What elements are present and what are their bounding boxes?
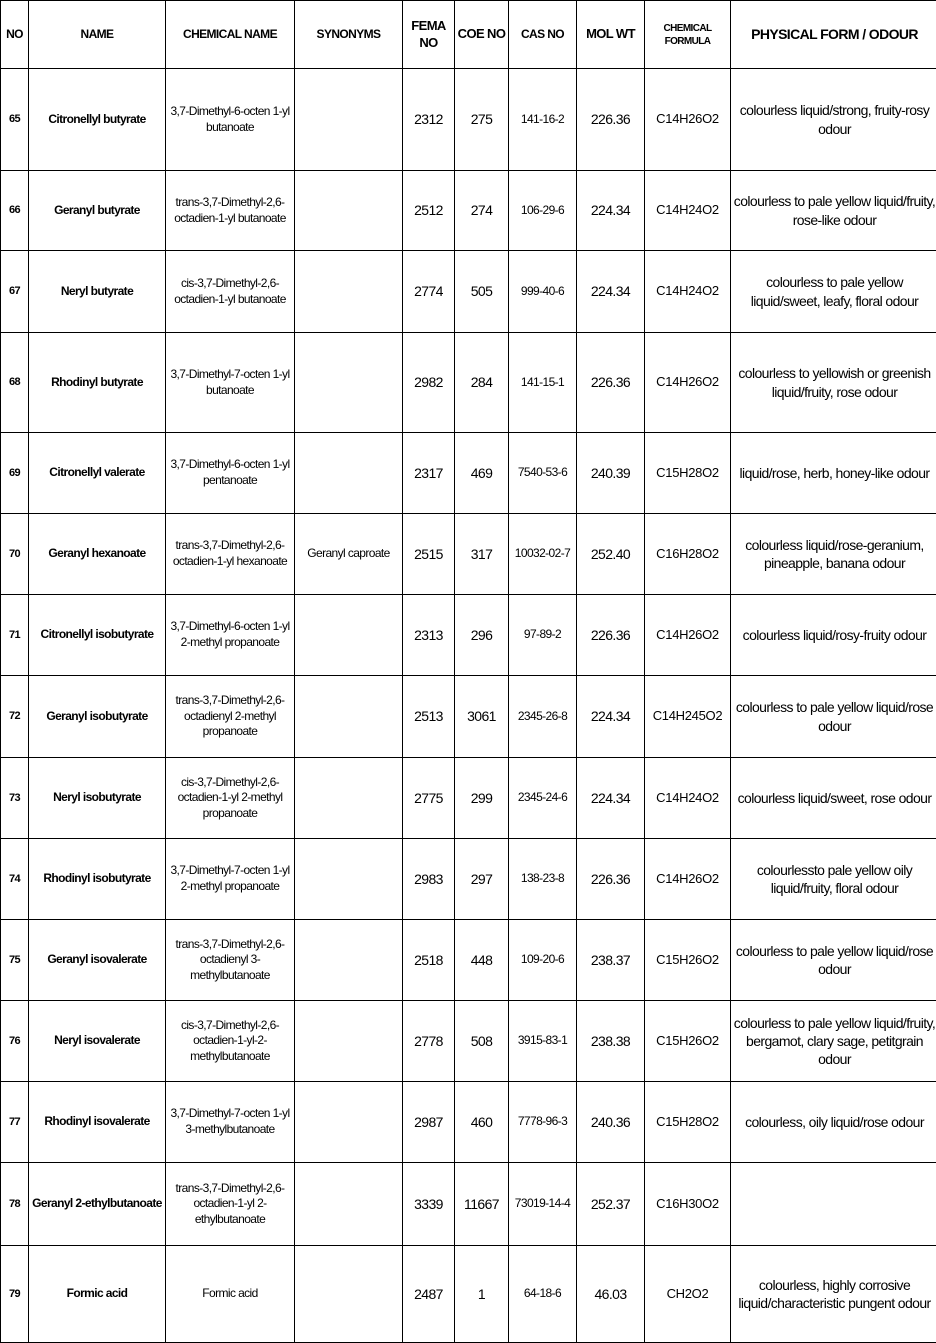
cell-no: 65 — [1, 69, 29, 171]
cell-no: 67 — [1, 251, 29, 333]
header-cas: CAS NO — [509, 1, 577, 69]
cell-odour: liquid/rose, herb, honey-like odour — [731, 433, 936, 514]
cell-name: Neryl isobutyrate — [29, 758, 166, 839]
table-row — [1, 839, 936, 920]
table-row — [1, 333, 936, 433]
cell-name: Geranyl isovalerate — [29, 920, 166, 1001]
cell-no: 79 — [1, 1246, 29, 1343]
cell-mol-wt: 46.03 — [577, 1246, 645, 1343]
cell-cas: 2345-26-8 — [509, 676, 577, 758]
cell-formula: C15H26O2 — [645, 1001, 731, 1082]
table-row — [1, 251, 936, 333]
header-chemical-name: CHEMICAL NAME — [166, 1, 295, 69]
cell-no: 75 — [1, 920, 29, 1001]
cell-synonyms — [295, 1246, 403, 1343]
cell-coe: 448 — [455, 920, 509, 1001]
cell-chemical-name: cis-3,7-Dimethyl-2,6-octadien-1-yl 2-methyl propanoate — [166, 758, 295, 839]
header-odour: PHYSICAL FORM / ODOUR — [731, 1, 936, 69]
table-row — [1, 758, 936, 839]
cell-no: 71 — [1, 595, 29, 676]
cell-formula: C14H26O2 — [645, 333, 731, 433]
cell-mol-wt: 224.34 — [577, 758, 645, 839]
cell-chemical-name: 3,7-Dimethyl-7-octen 1-yl 2-methyl propanoate — [166, 839, 295, 920]
cell-fema: 2515 — [403, 514, 455, 595]
table-row — [1, 69, 936, 171]
cell-formula: C14H24O2 — [645, 251, 731, 333]
cell-coe: 299 — [455, 758, 509, 839]
cell-chemical-name: Formic acid — [166, 1246, 295, 1343]
header-mol-wt: MOL WT — [577, 1, 645, 69]
cell-cas: 7540-53-6 — [509, 433, 577, 514]
cell-name: Neryl isovalerate — [29, 1001, 166, 1082]
table-row — [1, 920, 936, 1001]
cell-formula: C16H28O2 — [645, 514, 731, 595]
cell-coe: 284 — [455, 333, 509, 433]
cell-synonyms — [295, 251, 403, 333]
cell-odour: colourless to yellowish or greenish liquid/fruity, rose odour — [731, 333, 936, 433]
cell-cas: 999-40-6 — [509, 251, 577, 333]
table-row — [1, 1082, 936, 1163]
cell-name: Geranyl isobutyrate — [29, 676, 166, 758]
cell-name: Geranyl butyrate — [29, 171, 166, 251]
cell-mol-wt: 226.36 — [577, 69, 645, 171]
cell-synonyms — [295, 333, 403, 433]
cell-synonyms — [295, 1163, 403, 1246]
cell-coe: 11667 — [455, 1163, 509, 1246]
cell-formula: C14H24O2 — [645, 171, 731, 251]
cell-cas: 7778-96-3 — [509, 1082, 577, 1163]
cell-cas: 3915-83-1 — [509, 1001, 577, 1082]
table-row — [1, 595, 936, 676]
cell-synonyms — [295, 433, 403, 514]
cell-mol-wt: 238.37 — [577, 920, 645, 1001]
cell-name: Citronellyl valerate — [29, 433, 166, 514]
cell-cas: 141-16-2 — [509, 69, 577, 171]
cell-coe: 469 — [455, 433, 509, 514]
cell-odour: colourless to pale yellow liquid/sweet, leafy, floral odour — [731, 251, 936, 333]
cell-no: 74 — [1, 839, 29, 920]
table-row — [1, 676, 936, 758]
cell-fema: 2313 — [403, 595, 455, 676]
cell-synonyms — [295, 69, 403, 171]
header-synonyms: SYNONYMS — [295, 1, 403, 69]
cell-name: Citronellyl isobutyrate — [29, 595, 166, 676]
cell-name: Citronellyl butyrate — [29, 69, 166, 171]
cell-odour: colourless liquid/rose-geranium, pineapple, banana odour — [731, 514, 936, 595]
cell-odour: colourlessto pale yellow oily liquid/fruity, floral odour — [731, 839, 936, 920]
cell-cas: 109-20-6 — [509, 920, 577, 1001]
cell-mol-wt: 252.37 — [577, 1163, 645, 1246]
cell-no: 73 — [1, 758, 29, 839]
cell-name: Rhodinyl butyrate — [29, 333, 166, 433]
cell-chemical-name: 3,7-Dimethyl-7-octen 1-yl 3-methylbutanoate — [166, 1082, 295, 1163]
cell-odour: colourless, oily liquid/rose odour — [731, 1082, 936, 1163]
cell-formula: C14H26O2 — [645, 839, 731, 920]
cell-formula: C14H26O2 — [645, 595, 731, 676]
cell-fema: 2512 — [403, 171, 455, 251]
cell-cas: 106-29-6 — [509, 171, 577, 251]
cell-coe: 297 — [455, 839, 509, 920]
cell-fema: 2982 — [403, 333, 455, 433]
cell-coe: 317 — [455, 514, 509, 595]
cell-odour: colourless to pale yellow liquid/fruity, rose-like odour — [731, 171, 936, 251]
cell-name: Neryl butyrate — [29, 251, 166, 333]
cell-chemical-name: trans-3,7-Dimethyl-2,6-octadien-1-yl butanoate — [166, 171, 295, 251]
cell-mol-wt: 226.36 — [577, 333, 645, 433]
cell-coe: 275 — [455, 69, 509, 171]
cell-mol-wt: 240.39 — [577, 433, 645, 514]
cell-no: 72 — [1, 676, 29, 758]
cell-odour: colourless, highly corrosive liquid/characteristic pungent odour — [731, 1246, 936, 1343]
cell-formula: C15H28O2 — [645, 433, 731, 514]
cell-chemical-name: 3,7-Dimethyl-6-octen 1-yl 2-methyl propanoate — [166, 595, 295, 676]
cell-chemical-name: 3,7-Dimethyl-6-octen 1-yl pentanoate — [166, 433, 295, 514]
cell-coe: 3061 — [455, 676, 509, 758]
table-row — [1, 171, 936, 251]
cell-chemical-name: cis-3,7-Dimethyl-2,6-octadien-1-yl-2-methylbutanoate — [166, 1001, 295, 1082]
cell-mol-wt: 226.36 — [577, 839, 645, 920]
header-coe: COE NO — [455, 1, 509, 69]
cell-mol-wt: 240.36 — [577, 1082, 645, 1163]
cell-chemical-name: trans-3,7-Dimethyl-2,6-octadien-1-yl hexanoate — [166, 514, 295, 595]
cell-synonyms — [295, 920, 403, 1001]
cell-chemical-name: trans-3,7-Dimethyl-2,6-octadien-1-yl 2-ethylbutanoate — [166, 1163, 295, 1246]
cell-formula: C15H26O2 — [645, 920, 731, 1001]
cell-formula: C14H245O2 — [645, 676, 731, 758]
header-fema: FEMA NO — [403, 1, 455, 69]
cell-synonyms: Geranyl caproate — [295, 514, 403, 595]
cell-synonyms — [295, 839, 403, 920]
cell-formula: C15H28O2 — [645, 1082, 731, 1163]
cell-synonyms — [295, 1001, 403, 1082]
header-formula: CHEMICAL FORMULA — [645, 1, 731, 69]
cell-formula: C16H30O2 — [645, 1163, 731, 1246]
cell-chemical-name: 3,7-Dimethyl-7-octen 1-yl butanoate — [166, 333, 295, 433]
cell-fema: 2983 — [403, 839, 455, 920]
cell-mol-wt: 224.34 — [577, 676, 645, 758]
cell-mol-wt: 224.34 — [577, 251, 645, 333]
cell-no: 70 — [1, 514, 29, 595]
cell-fema: 3339 — [403, 1163, 455, 1246]
cell-cas: 64-18-6 — [509, 1246, 577, 1343]
cell-no: 69 — [1, 433, 29, 514]
cell-fema: 2775 — [403, 758, 455, 839]
cell-cas: 73019-14-4 — [509, 1163, 577, 1246]
table-row — [1, 433, 936, 514]
cell-fema: 2312 — [403, 69, 455, 171]
cell-cas: 138-23-8 — [509, 839, 577, 920]
cell-chemical-name: trans-3,7-Dimethyl-2,6-octadienyl 2-methyl propanoate — [166, 676, 295, 758]
cell-mol-wt: 226.36 — [577, 595, 645, 676]
cell-cas: 97-89-2 — [509, 595, 577, 676]
cell-synonyms — [295, 171, 403, 251]
table-row — [1, 1001, 936, 1082]
cell-odour: colourless to pale yellow liquid/rose odour — [731, 920, 936, 1001]
cell-synonyms — [295, 676, 403, 758]
cell-chemical-name: 3,7-Dimethyl-6-octen 1-yl butanoate — [166, 69, 295, 171]
cell-mol-wt: 252.40 — [577, 514, 645, 595]
header-no: NO — [1, 1, 29, 69]
cell-coe: 296 — [455, 595, 509, 676]
cell-no: 68 — [1, 333, 29, 433]
cell-synonyms — [295, 595, 403, 676]
cell-fema: 2317 — [403, 433, 455, 514]
cell-synonyms — [295, 758, 403, 839]
cell-fema: 2778 — [403, 1001, 455, 1082]
cell-odour: colourless to pale yellow liquid/rose odour — [731, 676, 936, 758]
cell-no: 77 — [1, 1082, 29, 1163]
cell-name: Rhodinyl isobutyrate — [29, 839, 166, 920]
cell-name: Geranyl 2-ethylbutanoate — [29, 1163, 166, 1246]
cell-no: 76 — [1, 1001, 29, 1082]
cell-no: 66 — [1, 171, 29, 251]
table-row — [1, 1246, 936, 1343]
cell-fema: 2487 — [403, 1246, 455, 1343]
cell-fema: 2513 — [403, 676, 455, 758]
cell-odour: colourless to pale yellow liquid/fruity, bergamot, clary sage, petitgrain odour — [731, 1001, 936, 1082]
cell-fema: 2774 — [403, 251, 455, 333]
cell-cas: 10032-02-7 — [509, 514, 577, 595]
cell-name: Formic acid — [29, 1246, 166, 1343]
cell-mol-wt: 224.34 — [577, 171, 645, 251]
cell-synonyms — [295, 1082, 403, 1163]
header-name: NAME — [29, 1, 166, 69]
cell-name: Geranyl hexanoate — [29, 514, 166, 595]
cell-odour: colourless liquid/rosy-fruity odour — [731, 595, 936, 676]
cell-coe: 274 — [455, 171, 509, 251]
cell-coe: 505 — [455, 251, 509, 333]
cell-coe: 1 — [455, 1246, 509, 1343]
cell-fema: 2518 — [403, 920, 455, 1001]
cell-coe: 508 — [455, 1001, 509, 1082]
cell-chemical-name: cis-3,7-Dimethyl-2,6-octadien-1-yl butanoate — [166, 251, 295, 333]
cell-odour: colourless liquid/strong, fruity-rosy odour — [731, 69, 936, 171]
cell-fema: 2987 — [403, 1082, 455, 1163]
cell-formula: CH2O2 — [645, 1246, 731, 1343]
cell-formula: C14H26O2 — [645, 69, 731, 171]
table-row — [1, 514, 936, 595]
cell-odour — [731, 1163, 936, 1246]
cell-mol-wt: 238.38 — [577, 1001, 645, 1082]
cell-cas: 141-15-1 — [509, 333, 577, 433]
cell-odour: colourless liquid/sweet, rose odour — [731, 758, 936, 839]
cell-no: 78 — [1, 1163, 29, 1246]
header-row — [1, 1, 936, 69]
cell-formula: C14H24O2 — [645, 758, 731, 839]
table-row — [1, 1163, 936, 1246]
cell-cas: 2345-24-6 — [509, 758, 577, 839]
cell-chemical-name: trans-3,7-Dimethyl-2,6-octadienyl 3-methylbutanoate — [166, 920, 295, 1001]
cell-coe: 460 — [455, 1082, 509, 1163]
cell-name: Rhodinyl isovalerate — [29, 1082, 166, 1163]
